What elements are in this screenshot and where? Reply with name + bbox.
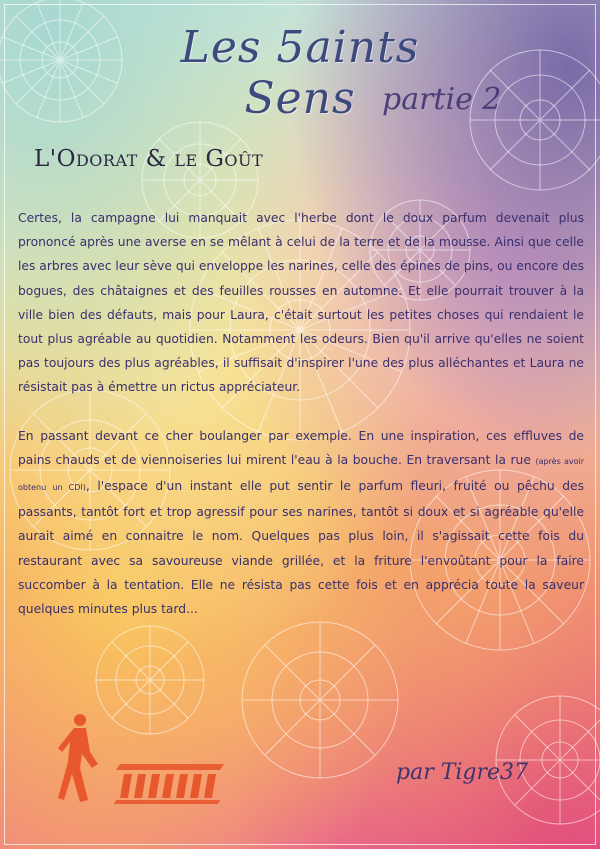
pedestrian-crossing-icon (58, 712, 228, 804)
author-signature: par Tigre37 (396, 760, 529, 785)
paragraph-2-part-1: En passant devant ce cher boulanger par exemple. En une inspiration, ces effluves de pains chauds et de viennoiseries lui mirent l'eau à la bouche. En traversant la rue (18, 428, 584, 467)
chapter-heading: L'Odorat & le Goût (34, 146, 264, 172)
paragraph-2-note: (après avoir obtenu un CDI) (18, 456, 585, 493)
paragraph-2 (18, 424, 584, 622)
paragraph-1: Certes, la campagne lui manquait avec l'herbe dont le doux parfum devenait plus prononcé après une averse en se mêlant à celui de la terre et de la mousse. Ainsi que celle les arbres avec leur sève qui enveloppe les narines, celle des épines de pins, ou encore des bogues, des châtaignes et des feuilles rousses en automne. Et elle pourrait trouver à la ville bien des défauts, mais pour Laura, c'était surtout les petites choses qui rendaient le tout plus agréable au quotidien. Notamment les odeurs. Bien qu'il arrive qu'elles ne soient pas toujours des plus agréables, il suffisait d'inspirer l'une des plus alléchantes et Laura ne résistait pas à émettre un rictus appréciateur. (18, 211, 584, 395)
page-title: Les 5aints Sens (180, 22, 420, 124)
page-subtitle: partie 2 (382, 82, 502, 117)
story-text (18, 206, 584, 645)
paragraph-2-part-2: , l'espace d'un instant elle put sentir le parfum fleuri, fruité ou pêchu des passants, tantôt fort et trop agressif pour ses narines, tantôt si doux et si agréable qu'elle aurait aimé en connaitre le nom. Quelques pas plus loin, il s'agissait cette fois du restaurant avec sa savoureuse viande grillée, et la friture l'envoûtant pour la faire succomber à la tentation. Elle ne résista pas cette fois et en apprécia toute la saveur quelques minutes plus tard... (18, 479, 585, 617)
